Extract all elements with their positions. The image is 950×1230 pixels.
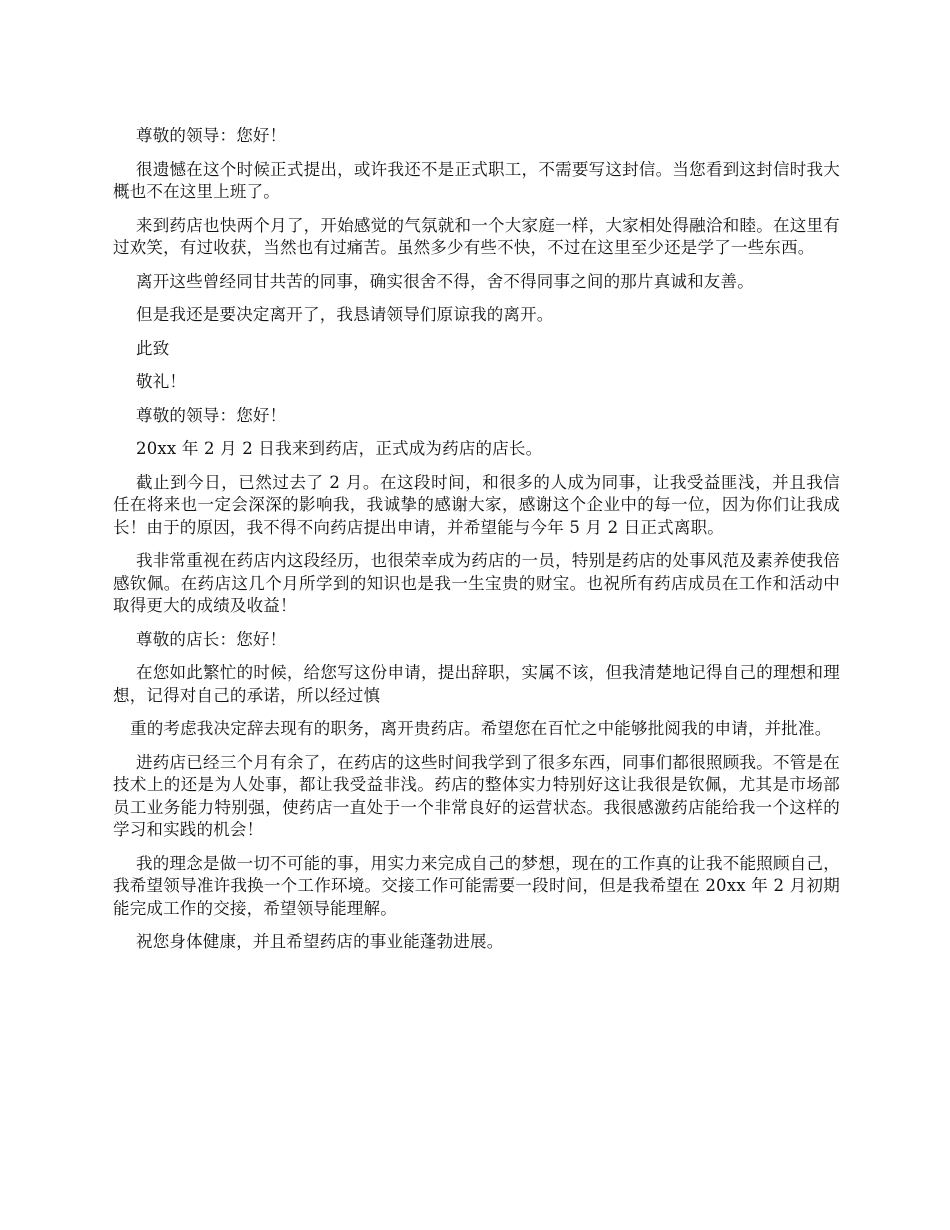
closing-line: 祝您身体健康，并且希望药店的事业能蓬勃进展。 — [136, 932, 504, 951]
body-paragraph: 进药店已经三个月有余了，在药店的这些时间我学到了很多东西，同事们都很照顾我。不管是在技术上的还是为人处事，都让我受益非浅。药店的整体实力特别好这让我很是钦佩，尤其是市场部员工业务能力特别强，使药店一直处于一个非常良好的运营状态。我很感激药店能给我一个这样的学习和实践的机会！ — [113, 752, 840, 839]
body-paragraph: 离开这些曾经同甘共苦的同事，确实很舍不得，舍不得同事之间的那片真诚和友善。 — [136, 271, 754, 291]
body-paragraph: 截止到今日，已然过去了 2 月。在这段时间，和很多的人成为同事，让我受益匪浅，并且我信任在将来也一定会深深的影响我，我诚挚的感谢大家，感谢这个企业中的每一位，因为你们让我成长！由于的原因，我不得不向药店提出申请，并希望能与今年 5 月 2 日正式离职。 — [113, 472, 840, 537]
body-paragraph: 在您如此繁忙的时候，给您写这份申请，提出辞职，实属不该，但我清楚地记得自己的理想和理想，记得对自己的承诺，所以经过慎 — [113, 663, 840, 705]
salutation: 尊敬的领导：您好！ — [136, 126, 287, 145]
letter-body — [113, 125, 840, 965]
body-paragraph: 我的理念是做一切不可能的事，用实力来完成自己的梦想，现在的工作真的让我不能照顾自己，我希望领导准许我换一个工作环境。交接工作可能需要一段时间，但是我希望在 20xx 年 2 月初期能完成工作的交接，希望领导能理解。 — [113, 853, 840, 918]
body-paragraph: 重的考虑我决定辞去现有的职务，离开贵药店。希望您在百忙之中能够批阅我的申请，并批准。 — [130, 719, 832, 738]
salutation: 尊敬的领导：您好！ — [136, 405, 287, 425]
body-paragraph: 但是我还是要决定离开了，我恳请领导们原谅我的离开。 — [136, 305, 554, 324]
closing-line: 此致 — [136, 338, 170, 358]
closing-line: 敬礼！ — [136, 372, 187, 391]
body-paragraph: 很遗憾在这个时候正式提出，或许我还不是正式职工，不需要写这封信。当您看到这封信时我大概也不在这里上班了。 — [113, 159, 840, 201]
salutation: 尊敬的店长：您好！ — [136, 629, 287, 649]
body-paragraph: 我非常重视在药店内这段经历，也很荣幸成为药店的一员，特别是药店的处事风范及素养使我倍感钦佩。在药店这几个月所学到的知识也是我一生宝贵的财宝。也祝所有药店成员在工作和活动中取得更大的成绩及收益！ — [113, 551, 840, 615]
body-paragraph: 20xx 年 2 月 2 日我来到药店，正式成为药店的店长。 — [136, 439, 543, 458]
body-paragraph: 来到药店也快两个月了，开始感觉的气氛就和一个大家庭一样，大家相处得融洽和睦。在这里有过欢笑，有过收获，当然也有过痛苦。虽然多少有些不快，不过在这里至少还是学了一些东西。 — [113, 215, 840, 257]
